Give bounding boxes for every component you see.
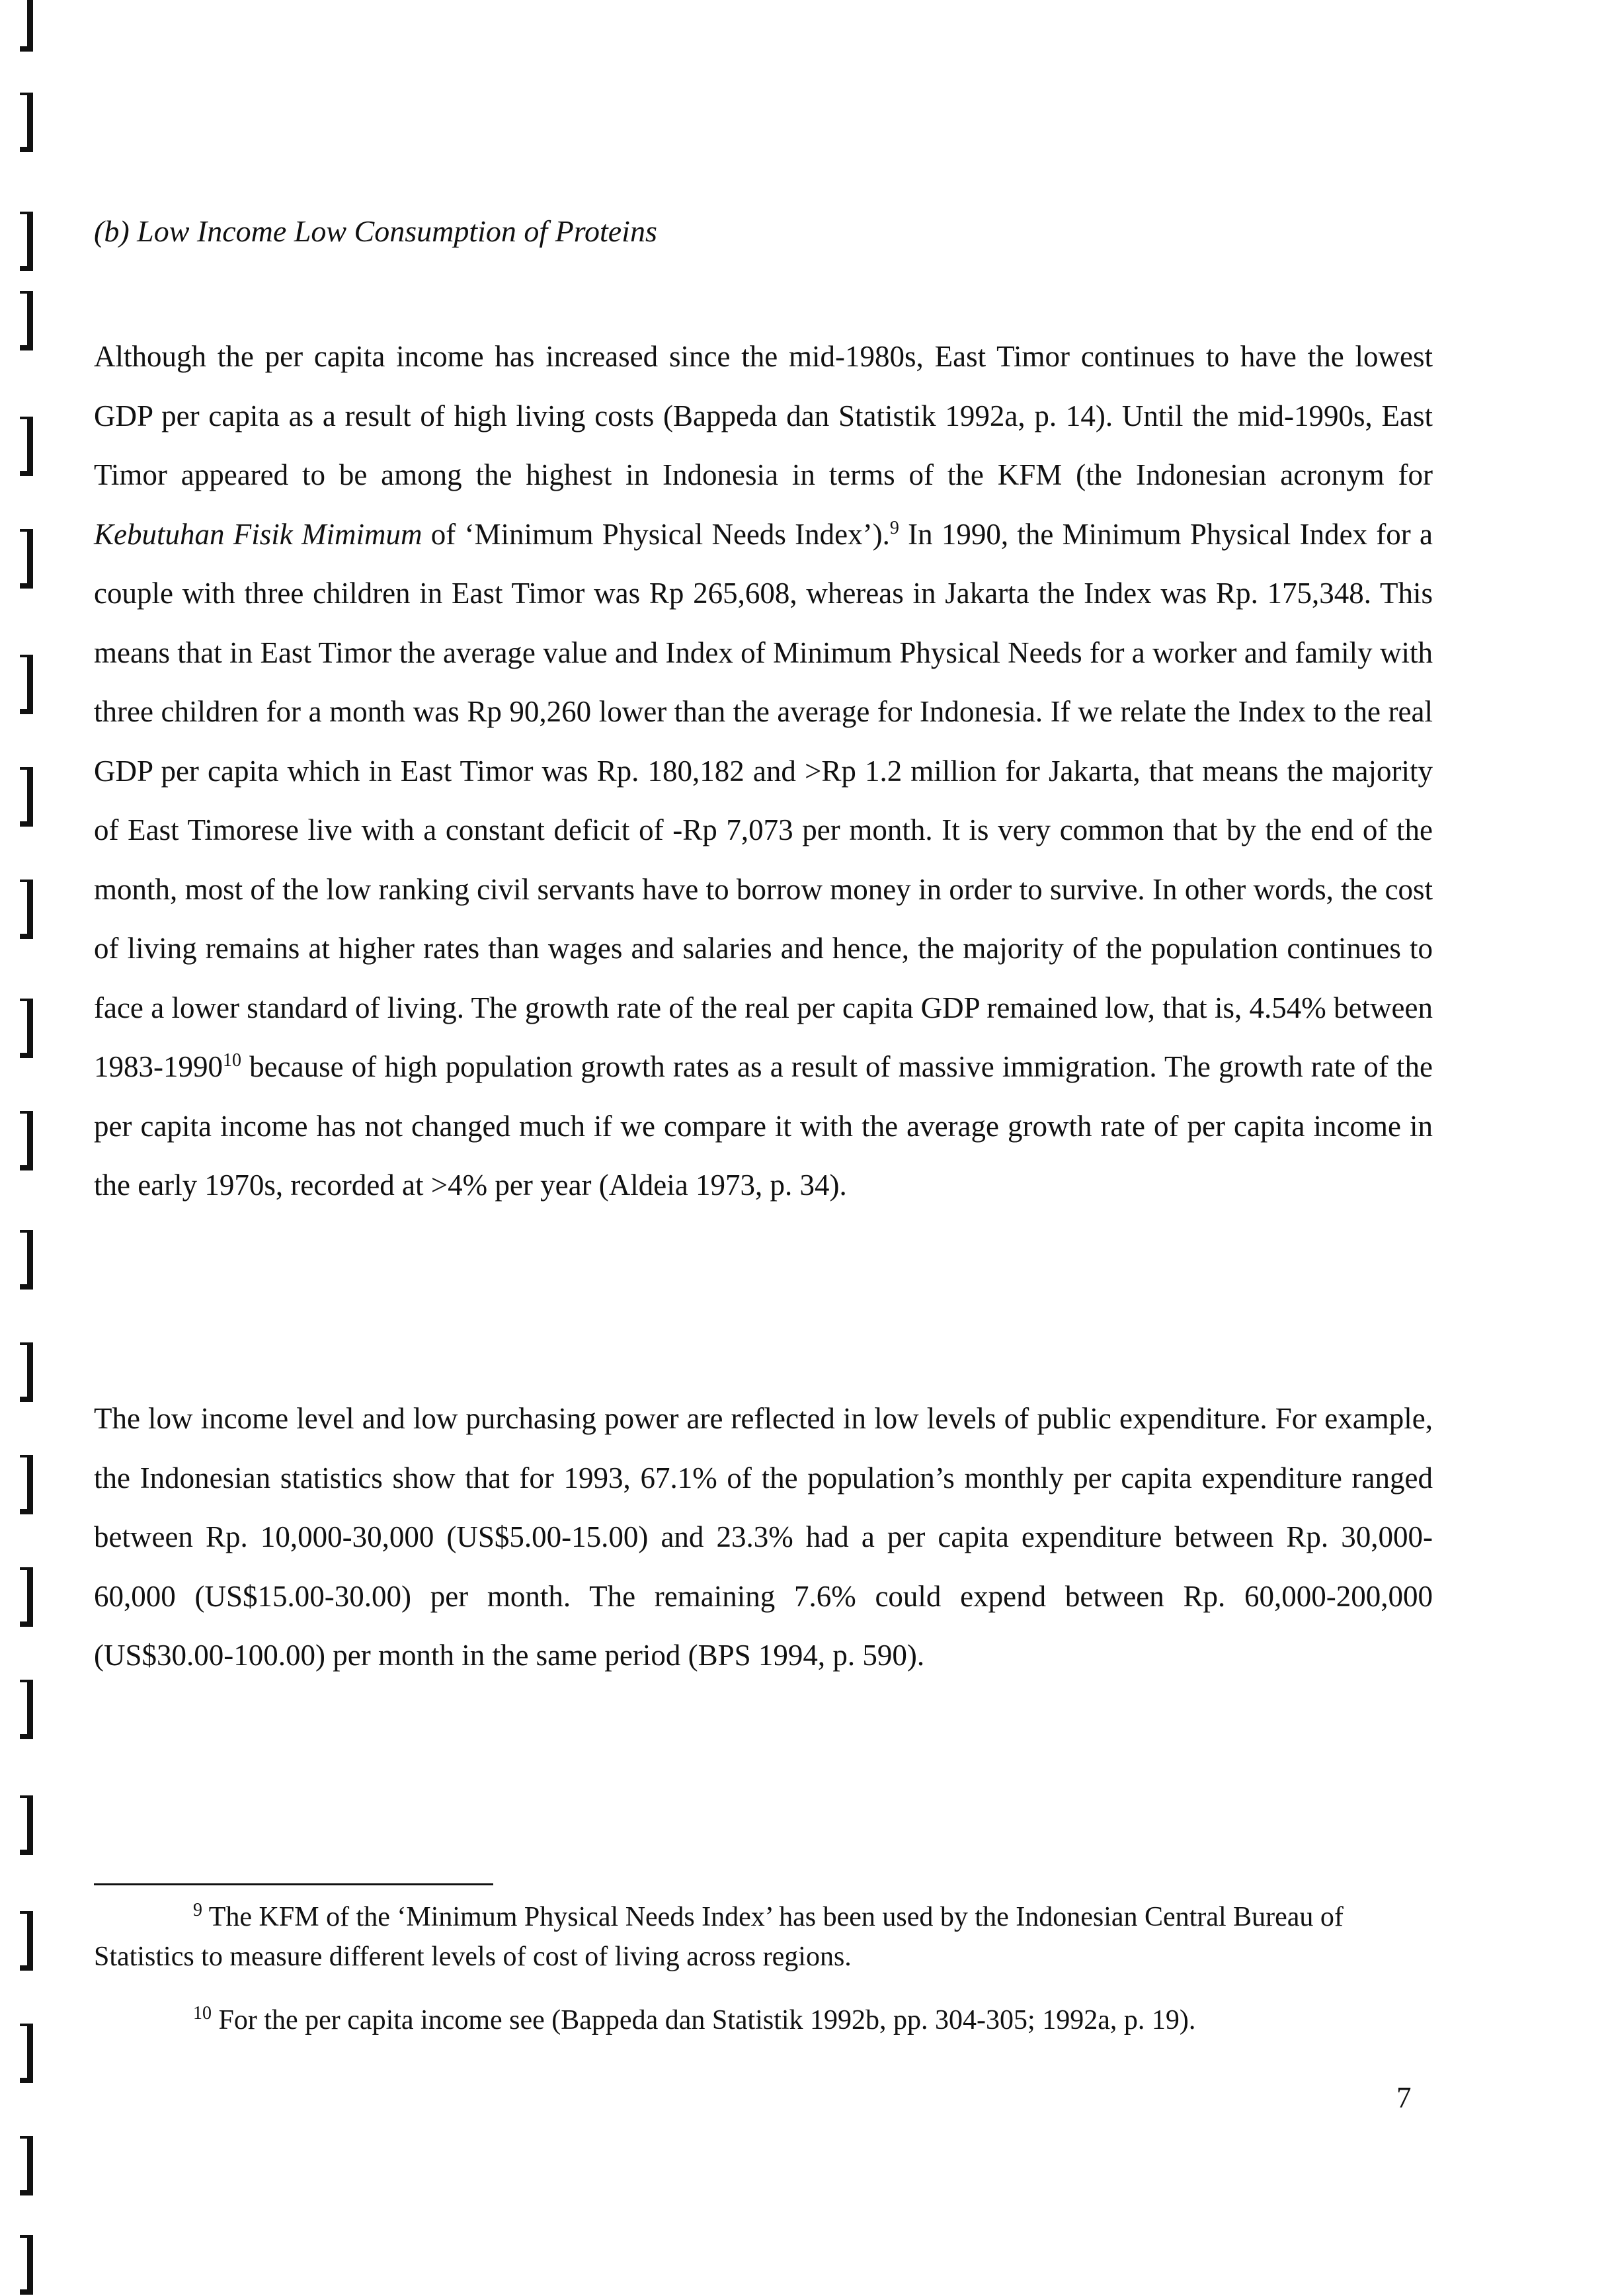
binding-bracket xyxy=(20,1680,33,1739)
body-paragraph xyxy=(94,327,1433,1215)
binding-bracket xyxy=(20,2136,33,2195)
footnote-reference: 9 xyxy=(889,517,899,538)
footnote-text: For the per capita income see (Bappeda dan Statistik 1992b, pp. 304-305; 1992a, p. 19). xyxy=(212,2005,1196,2035)
binding-bracket xyxy=(20,767,33,827)
italic-term: Kebutuhan Fisik Mimimum xyxy=(94,517,422,551)
binding-bracket xyxy=(20,880,33,939)
binding-bracket xyxy=(20,1230,33,1290)
footnote xyxy=(94,2000,1410,2040)
paragraph-text: Although the per capita income has increased since the mid-1980s, East Timor continues to have the lowest GDP per capita as a result of high living costs (Bappeda dan Statistik 1992a, p. 14). Until the mid-1990s, East Timor appeared to be among the highest in Indonesia in terms of the KFM (the Indonesian acronym for xyxy=(94,340,1433,491)
binding-bracket xyxy=(20,1567,33,1627)
binding-bracket xyxy=(20,529,33,589)
binding-bracket xyxy=(20,291,33,350)
binding-bracket xyxy=(20,1795,33,1855)
binding-marks xyxy=(0,0,40,2296)
page-number: 7 xyxy=(1396,2081,1412,2114)
binding-bracket xyxy=(20,655,33,714)
binding-bracket xyxy=(20,212,33,271)
paragraph-text: In 1990, the Minimum Physical Index for a couple with three children in East Timor was Rp 265,608, whereas in Jakarta the Index was Rp. 175,348. This means that in East Timor the average value and Index of Minimum Physical Needs for a worker and family with three children for a month was Rp 90,260 lower than the average for Indonesia. If we relate the Index to the real GDP per capita which in East Timor was Rp. 180,182 and >Rp 1.2 million for Jakarta, that means the majority of East Timorese live with a constant deficit of -Rp 7,073 per month. It is very common that by the end of the month, most of the low ranking civil servants have to borrow money in order to survive. In other words, the cost of living remains at higher rates than wages and salaries and hence, the majority of the population continues to face a lower standard of living. The growth rate of the real per capita GDP remained low, that is, 4.54% between 1983-1990 xyxy=(94,517,1433,1083)
binding-bracket xyxy=(20,1111,33,1170)
footnote xyxy=(94,1897,1410,1977)
binding-bracket xyxy=(20,1455,33,1514)
paragraph-text: of ‘Minimum Physical Needs Index’). xyxy=(422,517,890,551)
footnote-separator xyxy=(94,1883,493,1885)
binding-bracket xyxy=(20,0,33,52)
paragraph-text: because of high population growth rates as a result of massive immigration. The growth rate of the per capita income has not changed much if we compare it with the average growth rate of per capita income in the early 1970s, recorded at >4% per year (Aldeia 1973, p. 34). xyxy=(94,1050,1433,1202)
binding-bracket xyxy=(20,417,33,476)
footnote-text: The KFM of the ‘Minimum Physical Needs Index’ has been used by the Indonesian Central Bureau of Statistics to measure different levels of cost of living across regions. xyxy=(94,1902,1344,1972)
binding-bracket xyxy=(20,1342,33,1402)
binding-bracket xyxy=(20,2024,33,2083)
binding-bracket xyxy=(20,1911,33,1971)
footnote-number: 10 xyxy=(193,2003,212,2024)
footnote-number: 9 xyxy=(193,1900,202,1920)
binding-bracket xyxy=(20,2235,33,2295)
binding-bracket xyxy=(20,999,33,1058)
body-paragraph: The low income level and low purchasing power are reflected in low levels of public expenditure. For example, the Indonesian statistics show that for 1993, 67.1% of the population’s monthly per capita expenditure ranged between Rp. 10,000-30,000 (US$5.00-15.00) and 23.3% had a per capita expenditure between Rp. 30,000-60,000 (US$15.00-30.00) per month. The remaining 7.6% could expend between Rp. 60,000-200,000 (US$30.00-100.00) per month in the same period (BPS 1994, p. 590). xyxy=(94,1402,1433,1672)
footnote-reference: 10 xyxy=(223,1050,241,1071)
binding-bracket xyxy=(20,93,33,152)
section-heading: (b) Low Income Low Consumption of Proteins xyxy=(94,214,657,248)
